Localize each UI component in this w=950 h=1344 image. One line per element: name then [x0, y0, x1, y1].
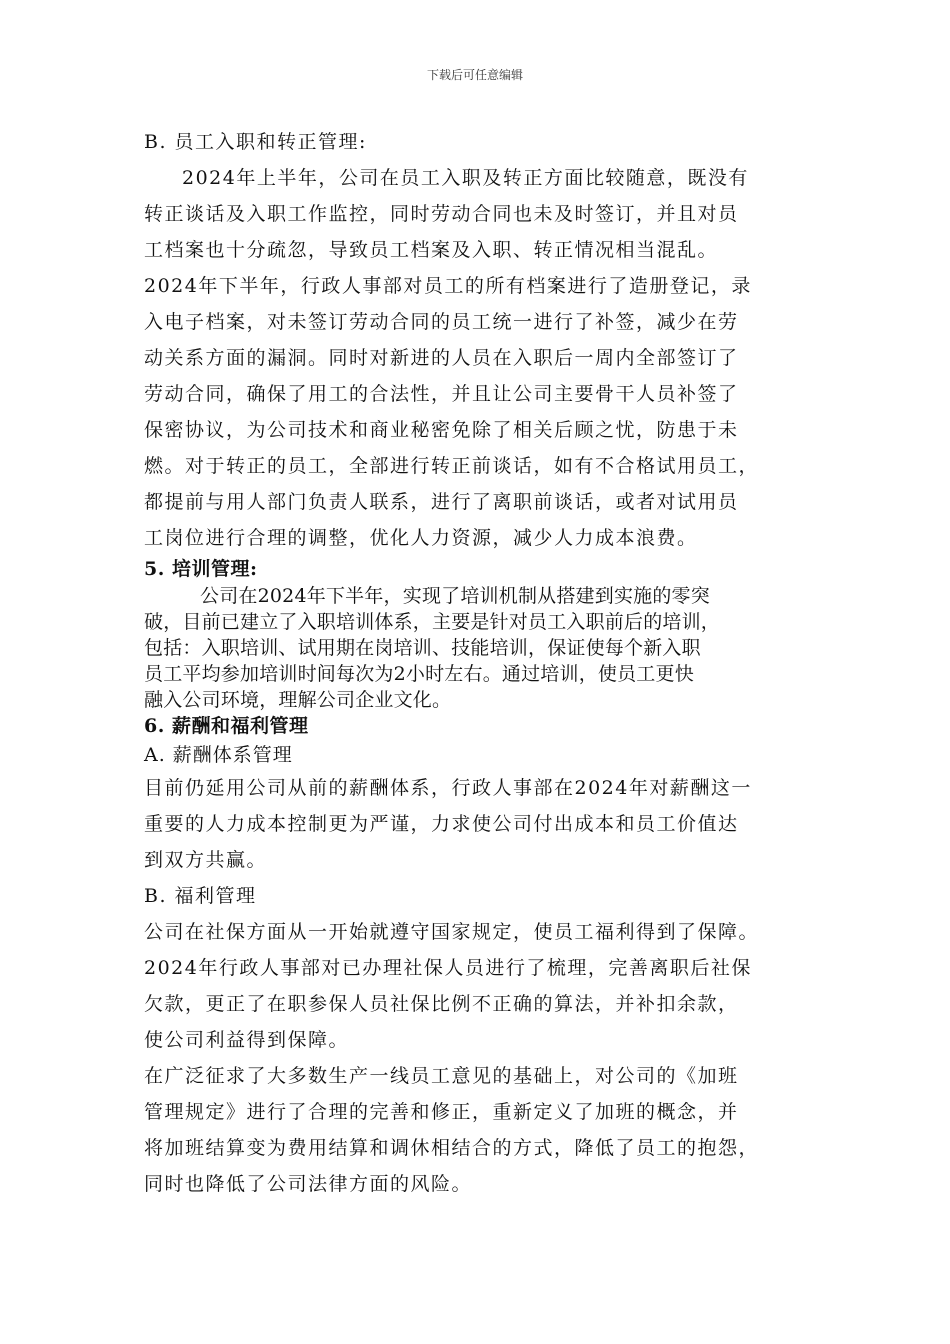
paragraph-line: 入电子档案，对未签订劳动合同的员工统一进行了补签，减少在劳	[144, 311, 739, 333]
paragraph-line: 公司在社保方面从一开始就遵守国家规定，使员工福利得到了保障。	[144, 921, 760, 943]
paragraph-line: 工档案也十分疏忽，导致员工档案及入职、转正情况相当混乱。	[144, 239, 719, 261]
paragraph-line: 包括：入职培训、试用期在岗培训、技能培训，保证使每个新入职	[144, 637, 701, 659]
paragraph-line: 融入公司环境，理解公司企业文化。	[144, 689, 452, 711]
paragraph-line: 将加班结算变为费用结算和调休相结合的方式，降低了员工的抱怨，	[144, 1137, 760, 1159]
section-6b-title: B. 福利管理	[144, 885, 257, 907]
document-body	[144, 124, 816, 1202]
page-header: 下载后可任意编辑	[426, 68, 523, 82]
paragraph-line: 管理规定》进行了合理的完善和修正，重新定义了加班的概念，并	[144, 1101, 739, 1123]
paragraph-line: 破，目前已建立了入职培训体系，主要是针对员工入职前后的培训，	[144, 611, 721, 633]
paragraph-line: 同时也降低了公司法律方面的风险。	[144, 1173, 473, 1195]
paragraph-line: 使公司利益得到保障。	[144, 1029, 350, 1051]
paragraph-line: 2024年下半年，行政人事部对员工的所有档案进行了造册登记，录	[144, 275, 752, 297]
paragraph-line: 重要的人力成本控制更为严谨，力求使公司付出成本和员工价值达	[144, 813, 739, 835]
paragraph-line: 到双方共赢。	[144, 849, 268, 871]
paragraph-line: 2024年行政人事部对已办理社保人员进行了梳理，完善离职后社保	[144, 957, 752, 979]
paragraph-line: 动关系方面的漏洞。同时对新进的人员在入职后一周内全部签订了	[144, 347, 739, 369]
paragraph-line: 2024年上半年，公司在员工入职及转正方面比较随意，既没有	[182, 167, 749, 189]
paragraph-line: 员工平均参加培训时间每次为2小时左右。通过培训，使员工更快	[144, 663, 694, 685]
section-b-title: B. 员工入职和转正管理:	[144, 131, 367, 153]
paragraph-line: 都提前与用人部门负责人联系，进行了离职前谈话，或者对试用员	[144, 491, 739, 513]
paragraph-line: 燃。对于转正的员工，全部进行转正前谈话，如有不合格试用员工，	[144, 455, 760, 477]
paragraph-line: 目前仍延用公司从前的薪酬体系，行政人事部在2024年对薪酬这一	[144, 777, 752, 799]
paragraph-line: 劳动合同，确保了用工的合法性，并且让公司主要骨干人员补签了	[144, 383, 739, 405]
section-5-title: 5. 培训管理:	[144, 558, 258, 580]
section-6-title: 6. 薪酬和福利管理	[144, 715, 309, 737]
paragraph-line: 公司在2024年下半年，实现了培训机制从搭建到实施的零突	[200, 585, 710, 607]
section-6a-title: A. 薪酬体系管理	[144, 744, 293, 766]
paragraph-line: 保密协议，为公司技术和商业秘密免除了相关后顾之忧，防患于未	[144, 419, 739, 441]
paragraph-line: 在广泛征求了大多数生产一线员工意见的基础上，对公司的《加班	[144, 1065, 739, 1087]
paragraph-line: 工岗位进行合理的调整，优化人力资源，减少人力成本浪费。	[144, 527, 698, 549]
paragraph-line: 欠款，更正了在职参保人员社保比例不正确的算法，并补扣余款，	[144, 993, 739, 1015]
paragraph-line: 转正谈话及入职工作监控，同时劳动合同也未及时签订，并且对员	[144, 203, 739, 225]
